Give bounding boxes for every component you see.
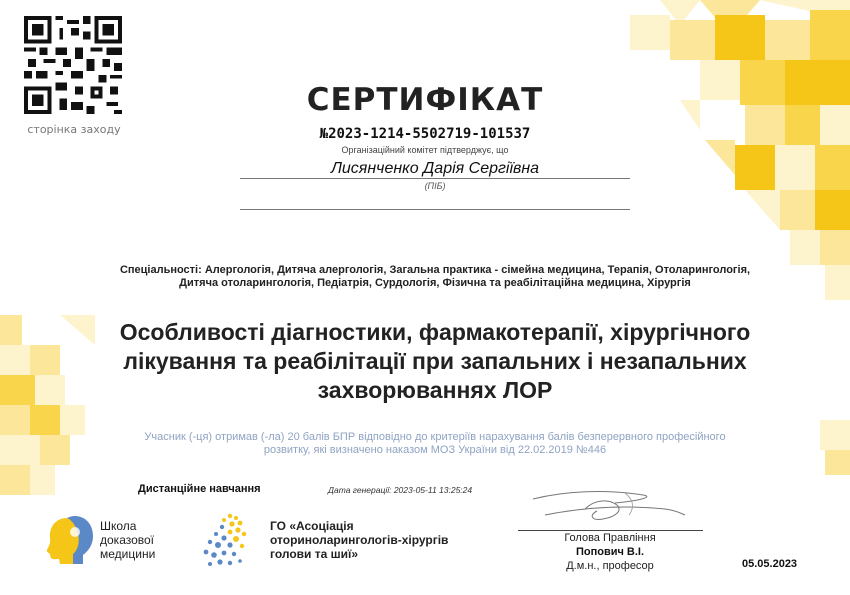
- signer-role: Голова Правління: [564, 532, 656, 544]
- association-logo-text: [270, 519, 448, 561]
- name-underline: [240, 178, 630, 179]
- left-mosaic: [0, 315, 95, 495]
- school-logo-line: доказової: [100, 533, 155, 547]
- certificate-title: СЕРТИФІКАТ: [306, 82, 544, 118]
- signer-degree: Д.м.н., професор: [566, 560, 654, 572]
- course-title: Особливості діагностики, фармакотерапії, хірургічного лікування та реабілітації при запальних і незапальних захворюваннях ЛОР: [119, 319, 751, 403]
- participant-name: Лисянченко Дарія Сергіївна: [330, 160, 540, 177]
- school-head-logo-icon: [45, 514, 95, 564]
- association-logo-line: ГО «Асоціація: [270, 519, 354, 533]
- signer-name: Попович В.І.: [575, 546, 645, 558]
- bpr-points-text: Учасник (-ця) отримав (-ла) 20 балів БПР відповідно до критеріїв нарахування балів безперервного професійного розвитку, які визначено наказом МОЗ України від 22.02.2019 №446: [144, 431, 726, 456]
- issue-date: 05.05.2023: [742, 558, 798, 570]
- school-logo-line: медицини: [100, 547, 156, 561]
- signature-line: [518, 530, 703, 531]
- name-caption: (ПІБ): [424, 181, 446, 191]
- confirmation-text: Організаційний комітет підтверджує, що: [341, 145, 509, 155]
- specialties-text: Спеціальності: Алергологія, Дитяча алергологія, Загальна практика - сімейна медицина, Терапія, Отоларингологія, Дитяча отоларингологія, Педіатрія, Сурдологія, Фізична та реабілітаційна медицина, Хірургія: [119, 264, 751, 289]
- generation-date: Дата генерації: 2023-05-11 13:25:24: [328, 485, 473, 495]
- bottom-right-mosaic: [820, 420, 850, 475]
- school-logo-text: [100, 519, 155, 561]
- divider-line: [240, 209, 630, 210]
- education-form: Дистанційне навчання: [138, 483, 261, 495]
- signature-image: [525, 485, 690, 530]
- association-dots-logo-icon: [200, 512, 262, 570]
- qr-caption[interactable]: сторінка заходу: [27, 123, 121, 136]
- association-logo-line: оториноларингологів-хірургів: [270, 533, 449, 547]
- school-logo-line: Школа: [100, 519, 137, 533]
- certificate-number: №2023-1214-5502719-101537: [319, 126, 531, 142]
- association-logo-line: голови та шиї»: [270, 547, 359, 561]
